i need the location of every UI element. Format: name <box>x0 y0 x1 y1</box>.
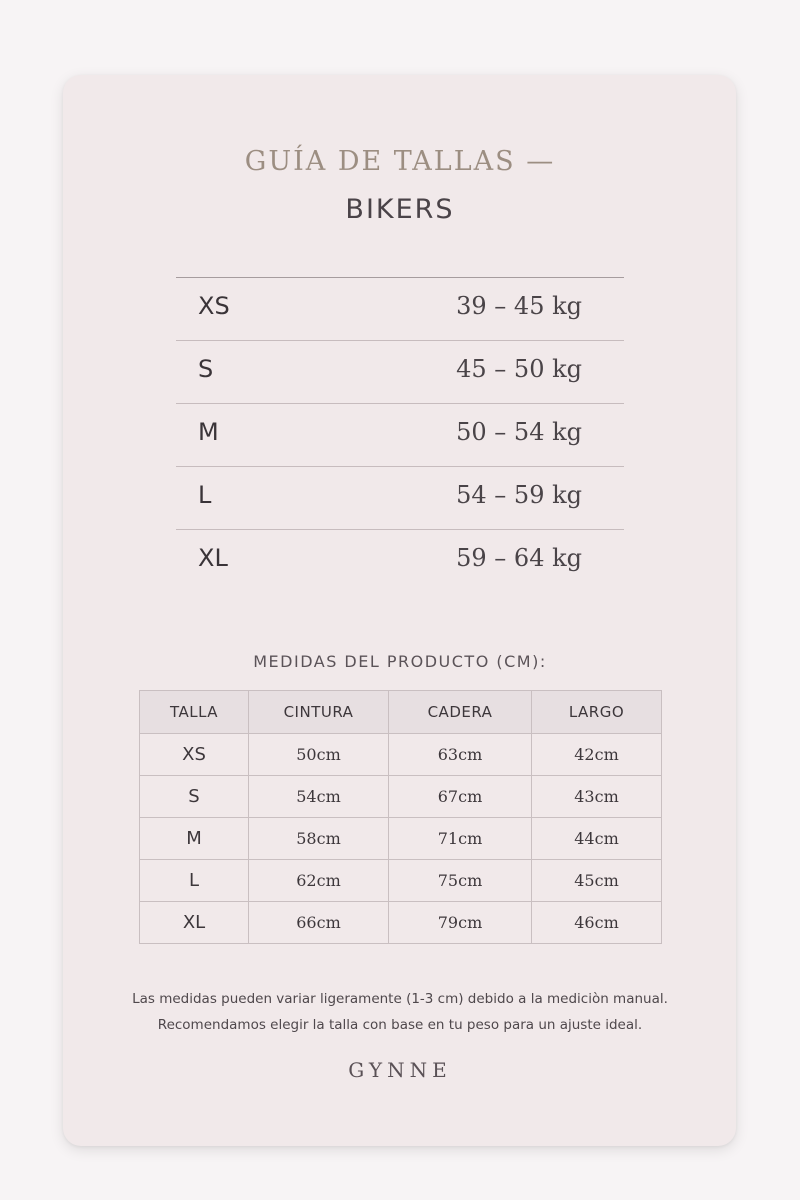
cell-size: XL <box>140 902 249 944</box>
cell-length: 45cm <box>532 860 662 902</box>
weight-row <box>176 530 624 592</box>
table-row <box>140 818 662 860</box>
cell-length: 43cm <box>532 776 662 818</box>
cell-length: 46cm <box>532 902 662 944</box>
weight-range: 39 – 45 kg <box>456 292 582 320</box>
measurements-table <box>139 690 662 944</box>
weight-size: XL <box>198 544 228 572</box>
weight-row <box>176 341 624 404</box>
cell-size: S <box>140 776 249 818</box>
header-largo: LARGO <box>532 691 662 734</box>
table-row <box>140 776 662 818</box>
header-talla: TALLA <box>140 691 249 734</box>
weight-range: 45 – 50 kg <box>456 355 582 383</box>
weight-guide-list <box>176 277 624 592</box>
cell-waist: 54cm <box>249 776 389 818</box>
table-row <box>140 902 662 944</box>
weight-size: XS <box>198 292 230 320</box>
brand-logo-text: GYNNE <box>348 1058 452 1082</box>
cell-hip: 75cm <box>389 860 532 902</box>
cell-size: M <box>140 818 249 860</box>
table-header-row <box>140 691 662 734</box>
disclaimer-note: Las medidas pueden variar ligeramente (1-3 cm) debido a la mediciòn manual. <box>132 991 668 1007</box>
measurements-label: MEDIDAS DEL PRODUCTO (CM): <box>253 652 547 671</box>
weight-range: 59 – 64 kg <box>456 544 582 572</box>
table-row <box>140 734 662 776</box>
weight-range: 50 – 54 kg <box>456 418 582 446</box>
cell-hip: 79cm <box>389 902 532 944</box>
cell-length: 44cm <box>532 818 662 860</box>
weight-size: M <box>198 418 219 446</box>
cell-hip: 67cm <box>389 776 532 818</box>
header-cintura: CINTURA <box>249 691 389 734</box>
weight-size: L <box>198 481 212 509</box>
cell-waist: 66cm <box>249 902 389 944</box>
cell-waist: 58cm <box>249 818 389 860</box>
cell-waist: 50cm <box>249 734 389 776</box>
cell-waist: 62cm <box>249 860 389 902</box>
header-cadera: CADERA <box>389 691 532 734</box>
cell-hip: 71cm <box>389 818 532 860</box>
weight-row <box>176 467 624 530</box>
weight-size: S <box>198 355 214 383</box>
cell-length: 42cm <box>532 734 662 776</box>
cell-size: L <box>140 860 249 902</box>
weight-range: 54 – 59 kg <box>456 481 582 509</box>
recommendation-note: Recomendamos elegir la talla con base en tu peso para un ajuste ideal. <box>157 1017 643 1033</box>
weight-row <box>176 278 624 341</box>
weight-row <box>176 404 624 467</box>
size-guide-card <box>63 75 736 1146</box>
cell-hip: 63cm <box>389 734 532 776</box>
table-row <box>140 860 662 902</box>
guide-title: GUÍA DE TALLAS — <box>244 146 556 177</box>
guide-subtitle: BIKERS <box>345 194 455 225</box>
cell-size: XS <box>140 734 249 776</box>
